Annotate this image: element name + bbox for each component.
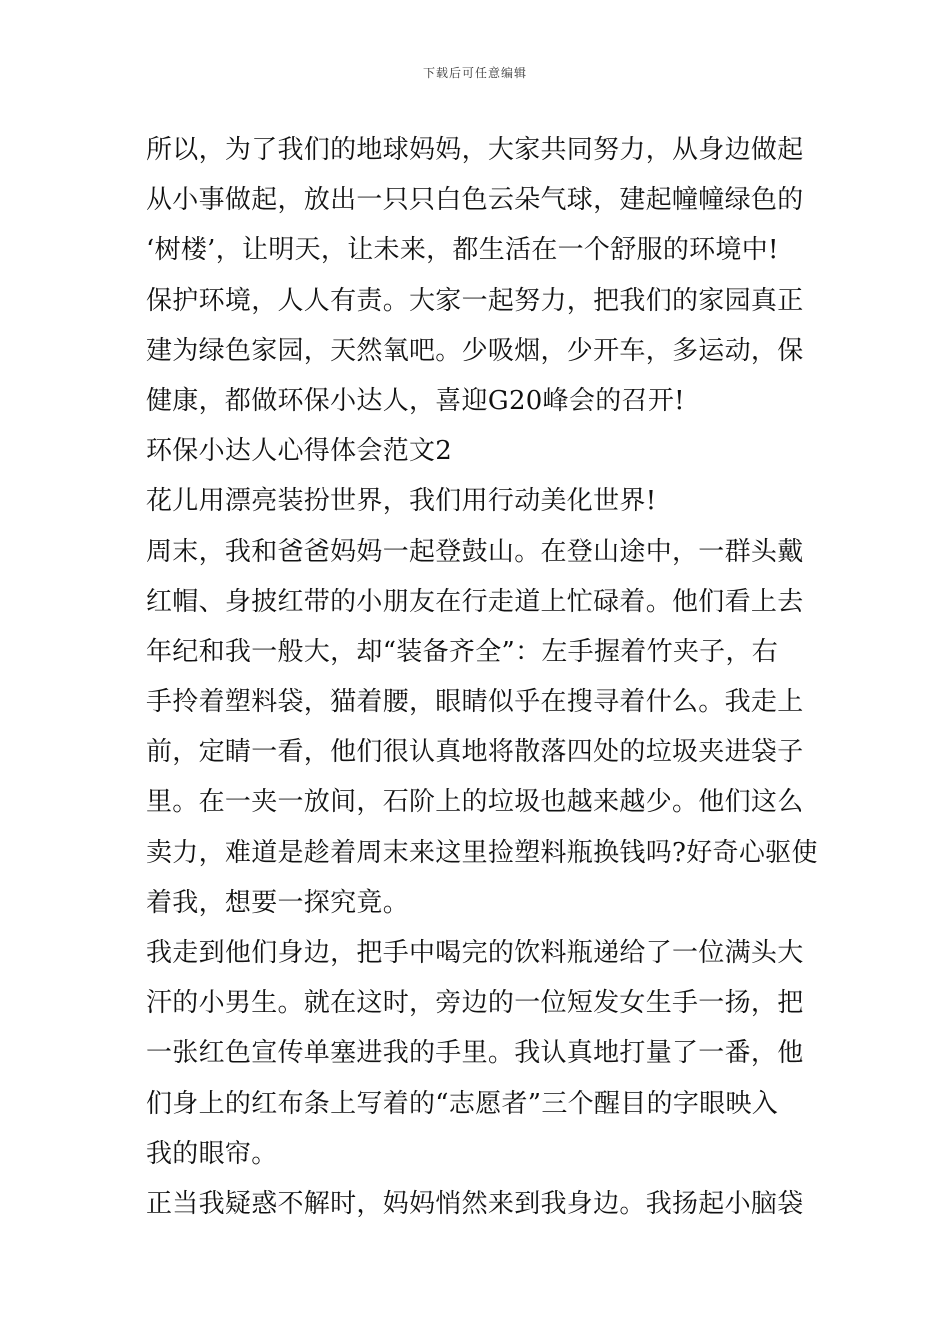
text-line: 所以，为了我们的地球妈妈，大家共同努力，从身边做起 [146, 135, 804, 165]
text-line: 年纪和我一般大，却“装备齐全”：左手握着竹夹子，右 [146, 636, 779, 667]
text-line: 红帽、身披红带的小朋友在行走道上忙碌着。他们看上去 [146, 586, 804, 617]
page-header: 下载后可任意编辑 [422, 66, 527, 80]
text-line: 里。在一夹一放间，石阶上的垃圾也越来越少。他们这么 [146, 787, 804, 818]
section-title: 环保小达人心得体会范文2 [146, 436, 453, 467]
text-line: 一张红色宣传单塞进我的手里。我认真地打量了一番，他 [146, 1038, 804, 1069]
text-line: 前，定睛一看，他们很认真地将散落四处的垃圾夹进袋子 [146, 737, 804, 768]
document-body [146, 125, 826, 1229]
text-line: 周末，我和爸爸妈妈一起登鼓山。在登山途中，一群头戴 [146, 536, 804, 567]
text-line: 我走到他们身边，把手中喝完的饮料瓶递给了一位满头大 [146, 938, 804, 968]
text-line: 我的眼帘。 [146, 1138, 278, 1169]
text-line: 们身上的红布条上写着的“志愿者”三个醒目的字眼映入 [146, 1088, 779, 1119]
text-line: 着我，想要一探究竟。 [146, 887, 410, 918]
text-line: 建为绿色家园，天然氧吧。少吸烟，少开车，多运动，保 [146, 335, 804, 366]
text-line: 花儿用漂亮装扮世界，我们用行动美化世界! [146, 486, 657, 517]
text-line: 卖力，难道是趁着周末来这里捡塑料瓶换钱吗?好奇心驱使 [146, 837, 818, 868]
text-line: 汗的小男生。就在这时，旁边的一位短发女生手一扬，把 [146, 988, 804, 1019]
text-line: ‘树楼’，让明天，让未来，都生活在一个舒服的环境中! [146, 235, 779, 266]
text-line: 从小事做起，放出一只只白色云朵气球，建起幢幢绿色的 [146, 185, 804, 216]
text-line: 保护环境，人人有责。大家一起努力，把我们的家园真正 [146, 285, 804, 316]
text-line: 正当我疑惑不解时，妈妈悄然来到我身边。我扬起小脑袋 [146, 1188, 804, 1219]
text-line: 健康，都做环保小达人，喜迎G20峰会的召开! [146, 385, 685, 416]
text-line: 手拎着塑料袋，猫着腰，眼睛似乎在搜寻着什么。我走上 [146, 687, 804, 718]
